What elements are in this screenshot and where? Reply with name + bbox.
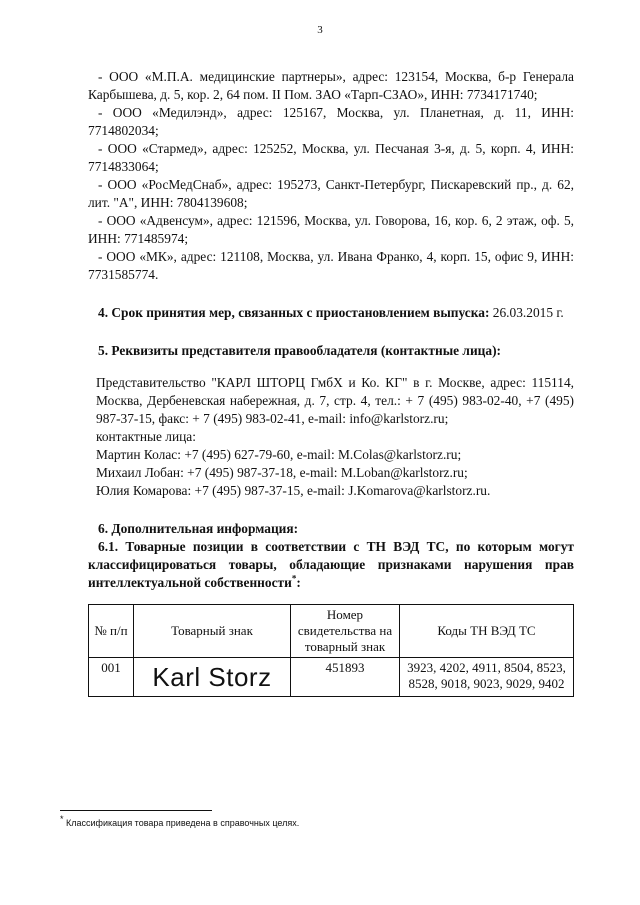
contact-item: Мартин Колас: +7 (495) 627-79-60, e-mail: M.Colas@karlstorz.ru; [96,447,462,462]
importer-item: - ООО «Адвенсум», адрес: 121596, Москва, ул. Говорова, 16, кор. 6, 2 этаж, оф. 5, ИНН: 771485974; [88,213,574,246]
section-5-title: 5. Реквизиты представителя правообладателя (контактные лица): [98,343,501,358]
contact-item: Юлия Комарова: +7 (495) 987-37-15, e-mail: J.Komarova@karlstorz.ru. [96,483,491,498]
table-header-row [89,605,574,658]
header-num: № п/п [89,605,134,658]
importer-item: - ООО «МК», адрес: 121108, Москва, ул. Ивана Франко, 4, корп. 15, офис 9, ИНН: 7731585774. [88,249,574,282]
representative-block [88,374,574,500]
cell-cert: 451893 [291,658,400,697]
section-4-value: 26.03.2015 г. [492,305,564,320]
page-number: 3 [317,24,323,36]
section-6-1-text: 6.1. Товарные позиции в соответствии с ТН ВЭД ТС, по которым могут классифицироваться товары, обладающие признаками нарушения прав интеллектуальной собственности [88,539,574,590]
section-6-1-colon: : [296,575,301,590]
footnote-text: Классификация товара приведена в справочных целях. [66,818,300,828]
table-row [89,658,574,697]
footnote-ref: * [291,573,297,584]
cell-codes: 3923, 4202, 4911, 8504, 8523, 8528, 9018, 9023, 9029, 9402 [400,658,574,697]
importer-item: - ООО «РосМедСнаб», адрес: 195273, Санкт-Петербург, Пискаревский пр., д. 62, лит. "А", ИНН: 7804139608; [88,177,574,210]
contact-item: Михаил Лобан: +7 (495) 987-37-18, e-mail: M.Loban@karlstorz.ru; [96,465,468,480]
importer-item: - ООО «Стармед», адрес: 125252, Москва, ул. Песчаная 3-я, д. 5, корп. 4, ИНН: 7714833064; [88,141,574,174]
cell-trademark: Karl Storz [134,658,291,697]
importer-item: - ООО «Медилэнд», адрес: 125167, Москва, ул. Планетная, д. 11, ИНН: 7714802034; [88,105,574,138]
cell-num: 001 [89,658,134,697]
header-cert: Номер свидетельства на товарный знак [291,605,400,658]
section-6-title: 6. Дополнительная информация: [98,521,299,536]
importer-item: - ООО «М.П.А. медицинские партнеры», адрес: 123154, Москва, б-р Генерала Карбышева, д. 5, кор. 2, 64 пом. II Пом. ЗАО «Тарп-СЗАО», ИНН: 7734171740; [88,69,574,102]
importers-list [88,68,574,284]
section-4-title: 4. Срок принятия мер, связанных с приостановлением выпуска: [98,305,490,320]
header-mark: Товарный знак [134,605,291,658]
header-codes: Коды ТН ВЭД ТС [400,605,574,658]
footnote-mark: * [60,814,64,824]
section-6-1-title [88,538,574,592]
footnote [60,814,300,828]
representative-info: Представительство "КАРЛ ШТОРЦ ГмбХ и Ко. КГ" в г. Москве, адрес: 115114, Москва, Дербеневская набережная, д. 7, стр. 4, тел.: + 7 (495) 983-02-40, +7 (495) 987-37-15, факс: + 7 (495) 983-02-41, e-mail: info@karlstorz.ru; [96,375,574,426]
contacts-label: контактные лица: [96,429,196,444]
section-4 [88,304,574,322]
footnote-divider [60,810,212,811]
goods-table [88,604,574,697]
document-body [88,68,574,697]
